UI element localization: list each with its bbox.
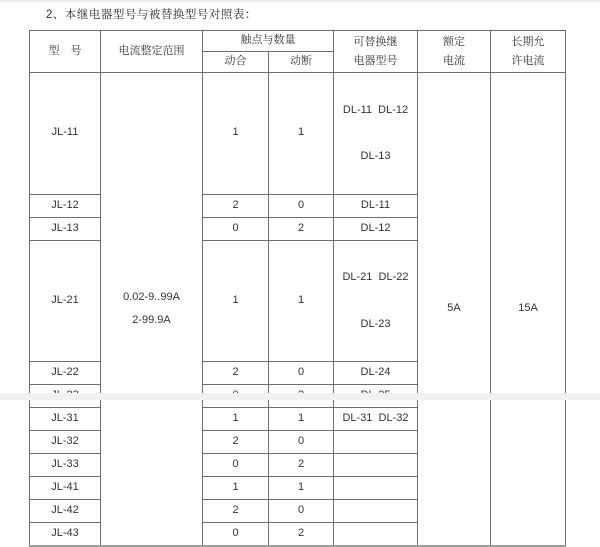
nc-count-cell: 0 <box>269 362 334 385</box>
no-count-cell: 2 <box>203 431 269 454</box>
nc-count-cell: 1 <box>269 477 334 500</box>
model-cell: JL-33 <box>30 454 101 477</box>
model-cell: JL-13 <box>30 217 101 240</box>
header-current-range: 电流整定范围 <box>101 31 203 73</box>
nc-count-cell: 0 <box>269 194 334 217</box>
no-count-cell: 2 <box>203 500 269 523</box>
nc-count-cell: 2 <box>269 454 334 477</box>
model-cell: JL-21 <box>30 240 101 362</box>
page-top-edge <box>0 0 600 2</box>
replace-cell: DL-11 <box>334 194 418 217</box>
model-cell: JL-11 <box>30 73 101 195</box>
table-row <box>30 73 566 195</box>
document-title: 2、本继电器型号与被替换型号对照表： <box>46 9 257 21</box>
relay-comparison-table <box>29 30 566 547</box>
replace-line1: DL-21 DL-22 <box>342 271 409 283</box>
no-count-cell: 1 <box>203 73 269 195</box>
header-model: 型 号 <box>30 31 101 73</box>
nc-count-cell: 1 <box>269 240 334 362</box>
model-cell: JL-43 <box>30 523 101 546</box>
header-long-term-current <box>491 31 566 73</box>
current-range-cell <box>101 73 203 546</box>
no-count-cell: 0 <box>203 523 269 546</box>
replace-cell: DL-31 DL-32 <box>334 408 418 431</box>
page-bottom-edge <box>0 393 600 400</box>
nc-count-cell: 0 <box>269 431 334 454</box>
no-count-cell: 0 <box>203 454 269 477</box>
header-normally-open: 动合 <box>203 52 269 73</box>
no-count-cell: 2 <box>203 194 269 217</box>
header-rated-line1: 额定 <box>443 35 465 48</box>
replace-line2: DL-13 <box>360 150 391 162</box>
replace-cell: DL-24 <box>334 362 418 385</box>
header-normally-closed: 动断 <box>269 52 334 73</box>
header-long-term-line1: 长期允 <box>511 35 545 48</box>
no-count-cell: 1 <box>203 477 269 500</box>
nc-count-cell: 2 <box>269 217 334 240</box>
replace-cell <box>334 500 418 523</box>
header-long-term-line2: 许电流 <box>511 54 545 67</box>
replace-cell <box>334 240 418 362</box>
replace-cell <box>334 454 418 477</box>
model-cell: JL-32 <box>30 431 101 454</box>
model-cell: JL-22 <box>30 362 101 385</box>
header-rated-current <box>418 31 491 73</box>
no-count-cell: 1 <box>203 240 269 362</box>
no-count-cell: 0 <box>203 217 269 240</box>
rated-current-cell: 5A <box>418 73 491 546</box>
header-replaceable-relay <box>334 31 418 73</box>
current-range-line1: 0.02-9..99A <box>123 290 180 303</box>
long-term-current-cell: 15A <box>491 73 566 546</box>
replace-line2: DL-23 <box>360 317 391 330</box>
model-cell: JL-31 <box>30 408 101 431</box>
replace-cell <box>334 477 418 500</box>
replace-cell <box>334 523 418 546</box>
nc-count-cell: 1 <box>269 408 334 431</box>
replace-cell: DL-12 <box>334 217 418 240</box>
header-replaceable-line2: 电器型号 <box>353 54 398 67</box>
header-replaceable-line1: 可替换继 <box>353 35 398 48</box>
nc-count-cell: 1 <box>269 73 334 195</box>
no-count-cell: 1 <box>203 408 269 431</box>
no-count-cell: 2 <box>203 362 269 385</box>
model-cell: JL-41 <box>30 477 101 500</box>
header-rated-line2: 电流 <box>443 54 465 67</box>
header-row-1 <box>30 31 566 52</box>
header-contacts-group: 触点与数量 <box>203 31 334 52</box>
replace-cell <box>334 73 418 195</box>
model-cell: JL-12 <box>30 194 101 217</box>
nc-count-cell: 0 <box>269 500 334 523</box>
nc-count-cell: 2 <box>269 523 334 546</box>
current-range-line2: 2-99.9A <box>132 313 171 326</box>
model-cell: JL-42 <box>30 500 101 523</box>
replace-line1: DL-11 DL-12 <box>342 103 409 116</box>
replace-cell <box>334 431 418 454</box>
